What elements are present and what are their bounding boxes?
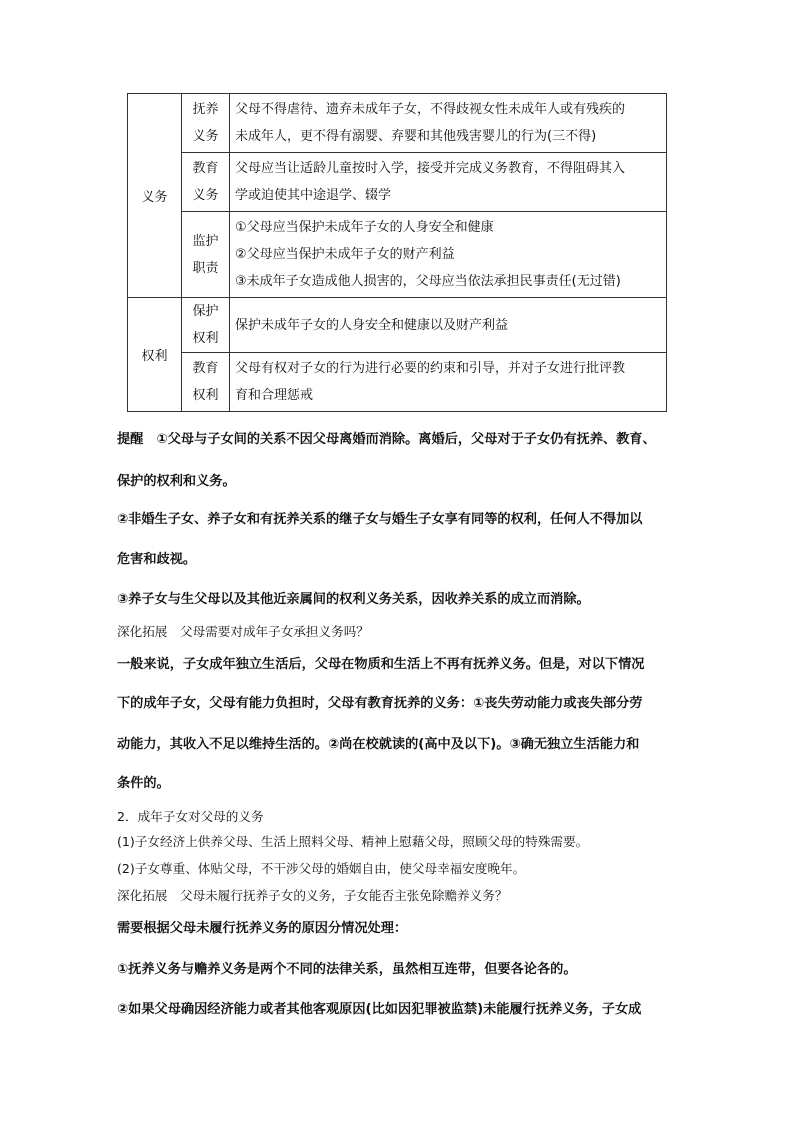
subcategory-cell [182,94,230,153]
subcategory-label: 保护 [192,304,219,319]
rights-duties-table [127,93,667,412]
category-cell [128,94,182,298]
description-cell [230,298,667,353]
text-line: ②非婚生子女、养子女和有抚养关系的继子女与婚生子女享有同等的权利，任何人不得加以 [117,512,643,527]
description-cell [230,153,667,212]
subcategory-label: 义务 [192,188,219,203]
description-line: ②父母应当保护未成年子女的财产利益 [235,247,455,262]
table-row [128,298,667,353]
text-line: 下的成年子女，父母有能力负担时，父母有教育抚养的义务：①丧失劳动能力或丧失部分劳 [117,696,643,711]
description-line: 学或迫使其中途退学、辍学 [235,188,392,203]
text-line: ③养子女与生父母以及其他近亲属间的权利义务关系，因收养关系的成立而消除。 [117,592,590,607]
text-line: 深化拓展 父母未履行抚养子女的义务，子女能否主张免除赡养义务？ [117,888,508,903]
subcategory-label: 职责 [192,260,219,276]
description-cell [230,212,667,298]
description-line: 保护未成年子女的人身安全和健康以及财产利益 [235,317,509,333]
category-label: 义务 [141,190,168,205]
text-line: 需要根据父母未履行抚养义务的原因分情况处理： [117,921,408,936]
text-line: ②如果父母确因经济能力或者其他客观原因(比如因犯罪被监禁)未能履行抚养义务，子女成 [117,1002,642,1017]
text-line: 保护的权利和义务。 [117,474,236,489]
text-line: (2)子女尊重、体贴父母，不干涉父母的婚姻自由，使父母幸福安度晚年。 [117,861,526,876]
description-cell [230,94,667,153]
subcategory-label: 监护 [192,233,219,249]
category-label: 权利 [141,349,168,364]
description-cell [230,353,667,412]
subcategory-cell [182,153,230,212]
text-line: ①抚养义务与赡养义务是两个不同的法律关系，虽然相互连带，但要各论各的。 [117,962,577,977]
subcategory-cell [182,298,230,353]
subcategory-label: 教育 [192,361,219,376]
subcategory-label: 权利 [192,331,219,346]
subcategory-cell [182,212,230,298]
subcategory-label: 权利 [192,388,219,403]
description-line: 育和合理惩戒 [235,388,314,403]
category-cell [128,298,182,412]
text-line: 条件的。 [117,776,170,791]
table-row [128,353,667,412]
section-heading: 2．成年子女对父母的义务 [117,809,264,824]
description-line: 父母有权对子女的行为进行必要的约束和引导，并对子女进行批评教 [235,361,626,376]
table-row [128,212,667,298]
text-line: 深化拓展 父母需要对成年子女承担义务吗？ [117,624,369,639]
description-line: ③未成年子女造成他人损害的，父母应当依法承担民事责任(无过错) [235,274,621,289]
table-row [128,153,667,212]
text-line: 提醒 ①父母与子女间的关系不因父母离婚而消除。离婚后，父母对于子女仍有抚养、教育、 [117,432,656,447]
subcategory-label: 义务 [192,129,219,144]
description-line: ①父母应当保护未成年子女的人身安全和健康 [235,220,494,235]
subcategory-cell [182,353,230,412]
description-line: 未成年人，更不得有溺婴、弃婴和其他残害婴儿的行为(三不得) [235,129,597,144]
text-line: 动能力，其收入不足以维持生活的。②尚在校就读的(高中及以下)。③确无独立生活能力和 [117,737,640,752]
subcategory-label: 教育 [192,161,219,176]
text-line: 危害和歧视。 [117,552,197,567]
subcategory-label: 抚养 [192,102,219,117]
text-line: 一般来说，子女成年独立生活后，父母在物质和生活上不再有抚养义务。但是，对以下情况 [117,657,645,672]
description-line: 父母应当让适龄儿童按时入学，接受并完成义务教育，不得阻碍其入 [235,161,626,176]
text-line: (1)子女经济上供养父母、生活上照料父母、精神上慰藉父母，照顾父母的特殊需要。 [117,834,589,849]
description-line: 父母不得虐待、遗弃未成年子女，不得歧视女性未成年人或有残疾的 [235,102,626,117]
table-row [128,94,667,153]
